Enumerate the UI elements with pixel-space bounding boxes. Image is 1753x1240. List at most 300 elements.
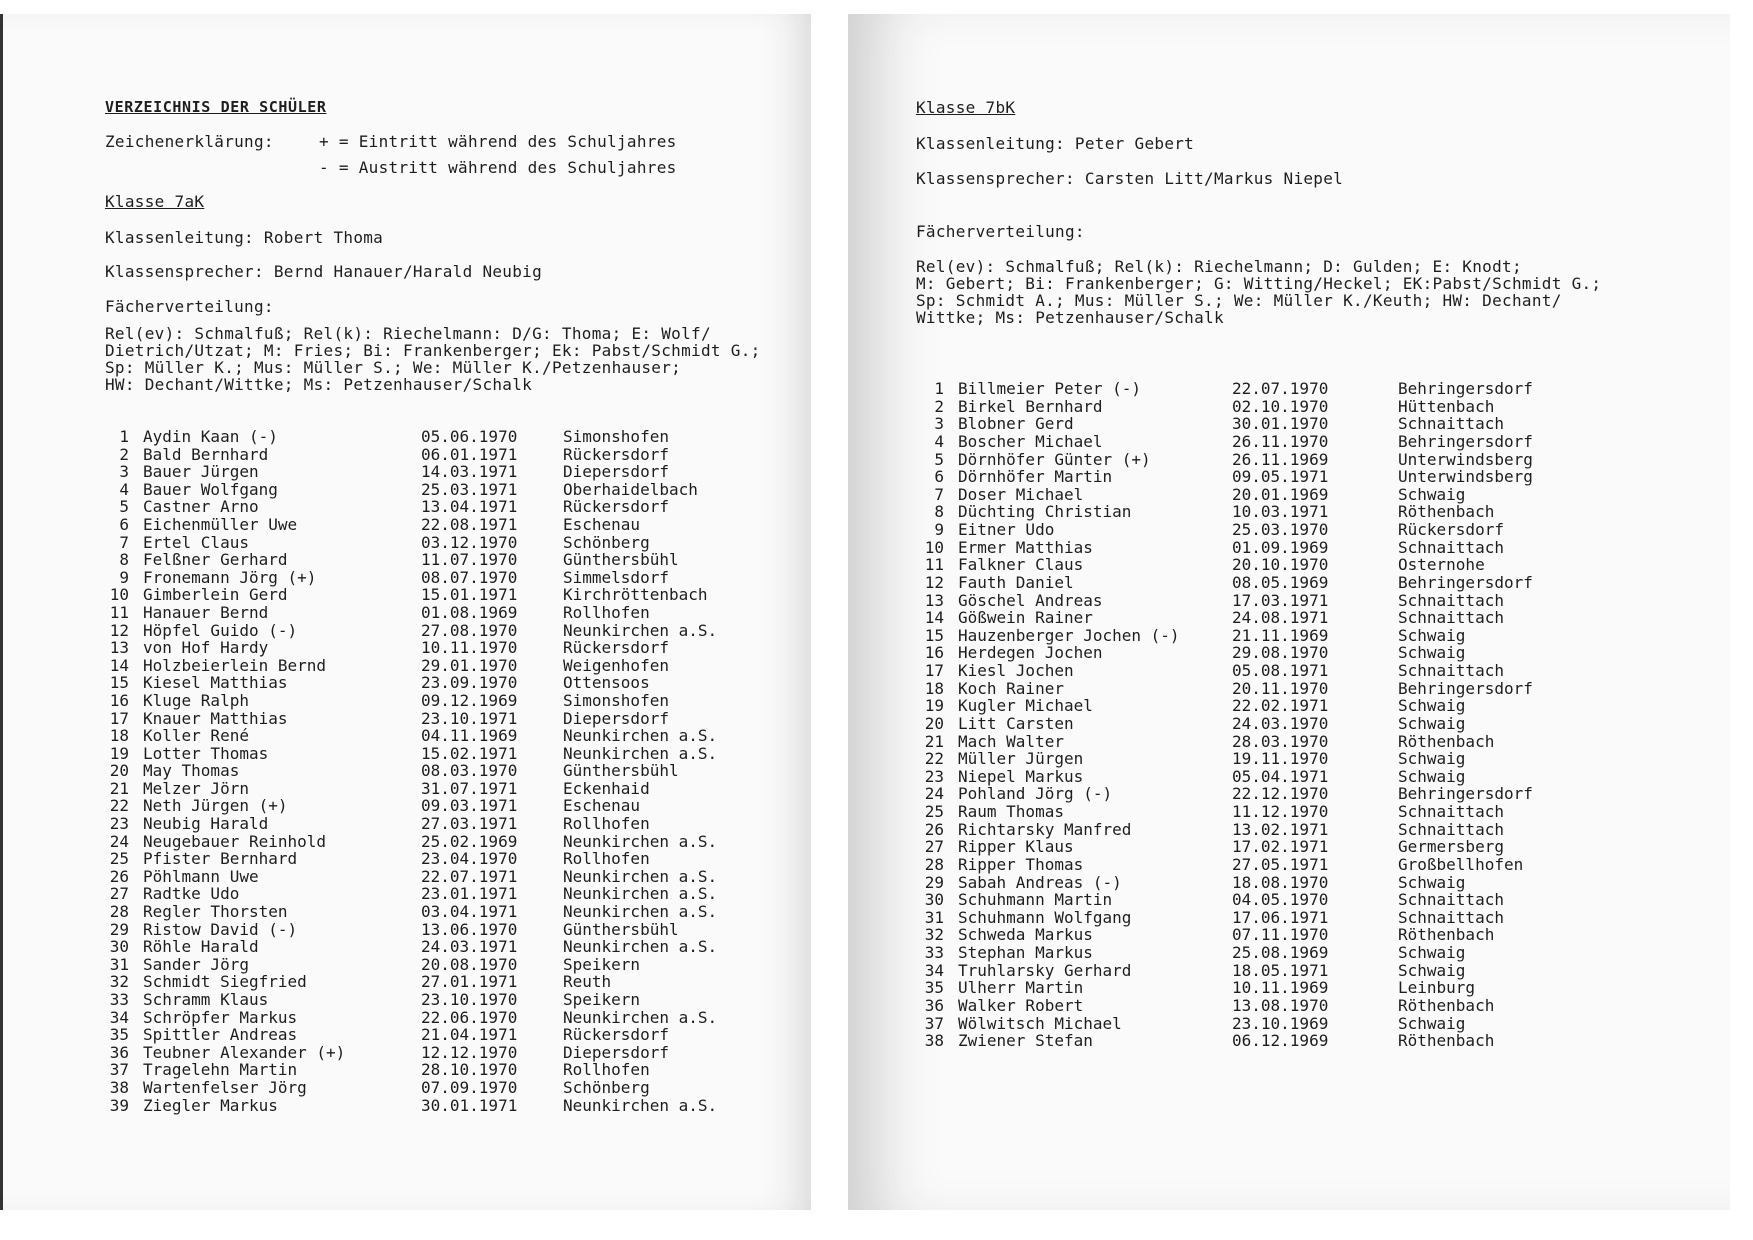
student-hometown: Rollhofen <box>563 602 650 622</box>
student-number: 11 <box>109 602 129 622</box>
student-hometown: Schwaig <box>1398 643 1466 663</box>
student-name: Pohland Jörg (-) <box>958 784 1113 804</box>
student-birthdate: 11.12.1970 <box>1232 802 1329 821</box>
student-number: 36 <box>109 1042 129 1062</box>
student-row <box>918 784 1718 802</box>
student-number: 12 <box>109 620 129 640</box>
student-number: 33 <box>924 943 944 962</box>
student-row <box>103 445 803 463</box>
student-name: Schröpfer Markus <box>143 1007 298 1027</box>
student-hometown: Diepersdorf <box>563 708 669 728</box>
student-row <box>103 744 803 762</box>
student-number: 14 <box>109 655 129 675</box>
student-birthdate: 27.05.1971 <box>1232 854 1329 874</box>
student-name: Röhle Harald <box>143 937 259 957</box>
student-hometown: Schnaittach <box>1398 890 1504 910</box>
student-hometown: Rollhofen <box>563 814 650 834</box>
student-row <box>918 890 1718 908</box>
student-birthdate: 10.11.1970 <box>421 638 518 658</box>
student-number: 13 <box>924 590 944 610</box>
student-hometown: Neunkirchen a.S. <box>563 831 718 851</box>
student-row <box>103 515 803 533</box>
student-name: Sabah Andreas (-) <box>958 872 1122 892</box>
student-birthdate: 26.11.1970 <box>1232 431 1329 451</box>
student-birthdate: 13.08.1970 <box>1232 995 1329 1015</box>
student-number: 39 <box>109 1095 129 1115</box>
student-number: 28 <box>924 854 944 874</box>
student-hometown: Schnaittach <box>1398 537 1504 557</box>
student-name: Hanauer Bernd <box>143 602 269 622</box>
subjects-label-7ak: Fächerverteilung: <box>105 297 274 316</box>
student-row <box>918 732 1718 750</box>
student-row <box>103 1043 803 1061</box>
student-number: 37 <box>109 1060 129 1080</box>
student-hometown: Speikern <box>563 990 641 1009</box>
student-hometown: Schnaittach <box>1398 907 1504 927</box>
student-row <box>918 643 1718 661</box>
student-hometown: Neunkirchen a.S. <box>563 866 718 886</box>
student-number: 19 <box>924 696 944 716</box>
student-name: Mach Walter <box>958 731 1064 751</box>
student-hometown: Diepersdorf <box>563 462 669 482</box>
student-row <box>918 873 1718 891</box>
student-name: Ermer Matthias <box>958 537 1093 557</box>
student-hometown: Neunkirchen a.S. <box>563 937 718 957</box>
student-hometown: Rückersdorf <box>1398 520 1504 539</box>
student-birthdate: 12.12.1970 <box>421 1042 518 1062</box>
student-hometown: Günthersbühl <box>563 919 679 939</box>
student-row <box>103 1060 803 1078</box>
student-number: 37 <box>924 1013 944 1033</box>
student-hometown: Behringersdorf <box>1398 678 1533 698</box>
student-row <box>103 1025 803 1043</box>
student-list-7bk <box>918 379 1718 1049</box>
student-number: 5 <box>934 449 944 469</box>
student-row <box>103 585 803 603</box>
student-row <box>103 1096 803 1114</box>
student-hometown: Behringersdorf <box>1398 431 1533 451</box>
student-row <box>103 568 803 586</box>
student-row <box>103 972 803 990</box>
student-hometown: Schwaig <box>1398 1013 1466 1033</box>
student-row <box>103 656 803 674</box>
student-birthdate: 09.03.1971 <box>421 796 518 816</box>
student-birthdate: 08.07.1970 <box>421 567 518 587</box>
student-row <box>918 591 1718 609</box>
student-birthdate: 25.02.1969 <box>421 831 518 851</box>
student-name: Aydin Kaan (-) <box>143 427 278 446</box>
student-name: Neubig Harald <box>143 814 269 834</box>
student-row <box>103 832 803 850</box>
student-birthdate: 30.01.1971 <box>421 1095 518 1115</box>
student-birthdate: 27.03.1971 <box>421 814 518 834</box>
student-number: 9 <box>119 567 129 587</box>
student-birthdate: 19.11.1970 <box>1232 749 1329 769</box>
student-row <box>918 397 1718 415</box>
student-name: Gimberlein Gerd <box>143 585 288 605</box>
student-name: Raum Thomas <box>958 802 1064 821</box>
student-number: 27 <box>924 837 944 857</box>
student-name: Schuhmann Wolfgang <box>958 907 1132 927</box>
student-birthdate: 22.08.1971 <box>421 514 518 534</box>
student-birthdate: 29.01.1970 <box>421 655 518 675</box>
student-name: Spittler Andreas <box>143 1025 298 1045</box>
student-birthdate: 01.09.1969 <box>1232 537 1329 557</box>
student-hometown: Ottensoos <box>563 673 650 693</box>
student-row <box>103 480 803 498</box>
student-name: Falkner Claus <box>958 555 1084 575</box>
student-hometown: Neunkirchen a.S. <box>563 620 718 640</box>
student-birthdate: 20.08.1970 <box>421 954 518 974</box>
student-row <box>918 996 1718 1014</box>
student-hometown: Osternohe <box>1398 555 1485 575</box>
student-row <box>918 1014 1718 1032</box>
student-name: Herdegen Jochen <box>958 643 1103 663</box>
student-name: Müller Jürgen <box>958 749 1084 769</box>
student-birthdate: 01.08.1969 <box>421 602 518 622</box>
student-row <box>103 691 803 709</box>
student-row <box>103 533 803 551</box>
student-number: 31 <box>924 907 944 927</box>
student-birthdate: 17.02.1971 <box>1232 837 1329 857</box>
student-name: Ziegler Markus <box>143 1095 278 1115</box>
student-row <box>103 849 803 867</box>
student-row <box>918 943 1718 961</box>
student-hometown: Schwaig <box>1398 625 1466 645</box>
student-birthdate: 23.10.1970 <box>421 990 518 1009</box>
student-hometown: Neunkirchen a.S. <box>563 1095 718 1115</box>
student-birthdate: 21.04.1971 <box>421 1025 518 1045</box>
student-birthdate: 29.08.1970 <box>1232 643 1329 663</box>
student-birthdate: 08.05.1969 <box>1232 572 1329 592</box>
student-number: 1 <box>934 379 944 398</box>
student-row <box>918 714 1718 732</box>
student-name: Kugler Michael <box>958 696 1093 716</box>
student-row <box>918 855 1718 873</box>
student-hometown: Simonshofen <box>563 690 669 710</box>
student-number: 11 <box>924 555 944 575</box>
student-birthdate: 23.10.1971 <box>421 708 518 728</box>
student-hometown: Unterwindsberg <box>1398 467 1533 487</box>
student-row <box>103 427 803 445</box>
student-birthdate: 14.03.1971 <box>421 462 518 482</box>
student-row <box>103 1078 803 1096</box>
student-hometown: Rollhofen <box>563 1060 650 1080</box>
student-number: 17 <box>924 661 944 680</box>
student-birthdate: 21.11.1969 <box>1232 625 1329 645</box>
subjects-line: HW: Dechant/Wittke; Ms: Petzenhauser/Schalk <box>105 375 533 394</box>
student-hometown: Neunkirchen a.S. <box>563 743 718 763</box>
student-birthdate: 10.03.1971 <box>1232 502 1329 522</box>
student-hometown: Oberhaidelbach <box>563 479 698 499</box>
student-row <box>918 978 1718 996</box>
subjects-line: Rel(ev): Schmalfuß; Rel(k): Riechelmann: D/G: Thoma; E: Wolf/ <box>105 324 711 343</box>
student-name: Dörnhöfer Günter (+) <box>958 449 1151 469</box>
student-birthdate: 04.05.1970 <box>1232 890 1329 910</box>
student-hometown: Röthenbach <box>1398 925 1495 945</box>
subjects-line: Sp: Müller K.; Mus: Müller S.; We: Müller K./Petzenhauser; <box>105 358 682 377</box>
student-birthdate: 27.01.1971 <box>421 972 518 992</box>
student-name: Bauer Jürgen <box>143 462 259 482</box>
student-number: 30 <box>109 937 129 957</box>
student-number: 1 <box>119 427 129 446</box>
student-number: 29 <box>109 919 129 939</box>
student-hometown: Eschenau <box>563 514 641 534</box>
student-name: Felßner Gerhard <box>143 550 288 570</box>
student-number: 12 <box>924 572 944 592</box>
class-title-7bk: Klasse 7bK <box>916 98 1016 117</box>
student-number: 10 <box>109 585 129 605</box>
student-birthdate: 10.11.1969 <box>1232 978 1329 998</box>
student-number: 33 <box>109 990 129 1009</box>
right-page <box>848 14 1730 1210</box>
student-hometown: Behringersdorf <box>1398 572 1533 592</box>
student-hometown: Günthersbühl <box>563 761 679 781</box>
student-birthdate: 20.01.1969 <box>1232 484 1329 504</box>
student-name: Dörnhöfer Martin <box>958 467 1113 487</box>
student-name: Kiesel Matthias <box>143 673 288 693</box>
student-row <box>103 550 803 568</box>
student-number: 32 <box>109 972 129 992</box>
student-name: Wartenfelser Jörg <box>143 1077 307 1097</box>
student-birthdate: 22.07.1971 <box>421 866 518 886</box>
student-number: 6 <box>119 514 129 534</box>
student-row <box>918 661 1718 679</box>
student-number: 36 <box>924 995 944 1015</box>
student-hometown: Schwaig <box>1398 943 1466 962</box>
student-number: 15 <box>109 673 129 693</box>
student-row <box>103 814 803 832</box>
student-birthdate: 23.01.1971 <box>421 884 518 904</box>
student-birthdate: 26.11.1969 <box>1232 449 1329 469</box>
student-hometown: Schwaig <box>1398 484 1466 504</box>
student-number: 14 <box>924 608 944 628</box>
student-hometown: Röthenbach <box>1398 1031 1495 1051</box>
left-page <box>0 14 811 1210</box>
document-heading: VERZEICHNIS DER SCHÜLER <box>105 98 327 116</box>
student-hometown: Röthenbach <box>1398 995 1495 1015</box>
student-number: 8 <box>119 550 129 570</box>
student-birthdate: 20.11.1970 <box>1232 678 1329 698</box>
student-name: Hauzenberger Jochen (-) <box>958 625 1180 645</box>
student-number: 21 <box>924 731 944 751</box>
student-birthdate: 22.12.1970 <box>1232 784 1329 804</box>
class-teacher-7bk: Klassenleitung: Peter Gebert <box>916 134 1195 153</box>
student-name: Boscher Michael <box>958 431 1103 451</box>
student-name: Fronemann Jörg (+) <box>143 567 317 587</box>
student-hometown: Behringersdorf <box>1398 784 1533 804</box>
student-birthdate: 07.09.1970 <box>421 1077 518 1097</box>
subjects-line: Rel(ev): Schmalfuß; Rel(k): Riechelmann; D: Gulden; E: Knodt; <box>916 257 1522 276</box>
student-birthdate: 05.06.1970 <box>421 427 518 446</box>
student-name: Ertel Claus <box>143 532 249 552</box>
student-number: 2 <box>934 396 944 416</box>
student-row <box>103 603 803 621</box>
student-birthdate: 13.06.1970 <box>421 919 518 939</box>
student-hometown: Rückersdorf <box>563 638 669 658</box>
student-name: Neugebauer Reinhold <box>143 831 327 851</box>
student-birthdate: 27.08.1970 <box>421 620 518 640</box>
student-number: 28 <box>109 902 129 922</box>
student-number: 4 <box>934 431 944 451</box>
student-row <box>918 520 1718 538</box>
student-hometown: Schwaig <box>1398 960 1466 980</box>
student-birthdate: 24.03.1970 <box>1232 713 1329 733</box>
student-birthdate: 23.04.1970 <box>421 849 518 869</box>
student-row <box>918 485 1718 503</box>
student-name: Ristow David (-) <box>143 919 298 939</box>
legend-minus: - = Austritt während des Schuljahres <box>319 158 677 177</box>
student-birthdate: 15.02.1971 <box>421 743 518 763</box>
student-name: Schweda Markus <box>958 925 1093 945</box>
student-name: Koller René <box>143 726 249 746</box>
student-name: Ripper Klaus <box>958 837 1074 857</box>
student-birthdate: 08.03.1970 <box>421 761 518 781</box>
student-number: 32 <box>924 925 944 945</box>
student-row <box>103 867 803 885</box>
student-number: 23 <box>109 814 129 834</box>
student-row <box>103 673 803 691</box>
student-hometown: Röthenbach <box>1398 502 1495 522</box>
student-name: Walker Robert <box>958 995 1084 1015</box>
student-number: 27 <box>109 884 129 904</box>
class-speakers-7ak: Klassensprecher: Bernd Hanauer/Harald Neubig <box>105 262 543 281</box>
student-name: Bald Bernhard <box>143 444 269 464</box>
student-birthdate: 22.06.1970 <box>421 1007 518 1027</box>
student-name: Niepel Markus <box>958 766 1084 786</box>
student-hometown: Diepersdorf <box>563 1042 669 1062</box>
student-row <box>918 802 1718 820</box>
student-name: Billmeier Peter (-) <box>958 379 1142 398</box>
student-row <box>103 955 803 973</box>
student-birthdate: 25.03.1970 <box>1232 520 1329 539</box>
student-birthdate: 30.01.1970 <box>1232 414 1329 434</box>
student-number: 24 <box>924 784 944 804</box>
student-name: Ripper Thomas <box>958 854 1084 874</box>
student-number: 13 <box>109 638 129 658</box>
student-row <box>103 796 803 814</box>
student-birthdate: 22.07.1970 <box>1232 379 1329 398</box>
student-row <box>918 767 1718 785</box>
student-birthdate: 03.12.1970 <box>421 532 518 552</box>
student-hometown: Schnaittach <box>1398 802 1504 821</box>
student-hometown: Schönberg <box>563 1077 650 1097</box>
student-number: 35 <box>109 1025 129 1045</box>
student-hometown: Schnaittach <box>1398 414 1504 434</box>
student-hometown: Reuth <box>563 972 612 992</box>
subjects-line: Dietrich/Utzat; M: Fries; Bi: Frankenberger; Ek: Pabst/Schmidt G.; <box>105 341 761 360</box>
student-hometown: Eschenau <box>563 796 641 816</box>
student-row <box>918 908 1718 926</box>
student-number: 25 <box>924 802 944 821</box>
student-hometown: Großbellhofen <box>1398 854 1524 874</box>
student-name: Knauer Matthias <box>143 708 288 728</box>
student-name: Regler Thorsten <box>143 902 288 922</box>
student-number: 3 <box>119 462 129 482</box>
student-name: Zwiener Stefan <box>958 1031 1093 1051</box>
student-birthdate: 25.03.1971 <box>421 479 518 499</box>
student-birthdate: 31.07.1971 <box>421 778 518 798</box>
student-name: von Hof Hardy <box>143 638 269 658</box>
student-birthdate: 20.10.1970 <box>1232 555 1329 575</box>
student-name: Stephan Markus <box>958 943 1093 962</box>
student-hometown: Schwaig <box>1398 749 1466 769</box>
student-name: Lotter Thomas <box>143 743 269 763</box>
class-teacher-7ak: Klassenleitung: Robert Thoma <box>105 228 384 247</box>
student-list-7ak <box>103 427 803 1113</box>
student-hometown: Schwaig <box>1398 872 1466 892</box>
student-name: Richtarsky Manfred <box>958 819 1132 839</box>
student-hometown: Behringersdorf <box>1398 379 1533 398</box>
student-birthdate: 22.02.1971 <box>1232 696 1329 716</box>
student-name: Melzer Jörn <box>143 778 249 798</box>
student-number: 25 <box>109 849 129 869</box>
student-row <box>918 820 1718 838</box>
student-number: 26 <box>109 866 129 886</box>
student-name: Litt Carsten <box>958 713 1074 733</box>
student-row <box>918 467 1718 485</box>
student-row <box>918 925 1718 943</box>
student-birthdate: 17.03.1971 <box>1232 590 1329 610</box>
student-name: Schuhmann Martin <box>958 890 1113 910</box>
student-name: Birkel Bernhard <box>958 396 1103 416</box>
student-name: Kluge Ralph <box>143 690 249 710</box>
student-row <box>918 502 1718 520</box>
student-number: 31 <box>109 954 129 974</box>
student-name: Ulherr Martin <box>958 978 1084 998</box>
student-birthdate: 07.11.1970 <box>1232 925 1329 945</box>
student-number: 21 <box>109 778 129 798</box>
student-number: 20 <box>109 761 129 781</box>
student-row <box>103 937 803 955</box>
student-name: Neth Jürgen (+) <box>143 796 288 816</box>
student-birthdate: 06.01.1971 <box>421 444 518 464</box>
student-row <box>918 432 1718 450</box>
student-number: 20 <box>924 713 944 733</box>
student-name: Gößwein Rainer <box>958 608 1093 628</box>
student-hometown: Schnaittach <box>1398 661 1504 680</box>
student-row <box>103 761 803 779</box>
student-birthdate: 05.04.1971 <box>1232 766 1329 786</box>
student-name: Göschel Andreas <box>958 590 1103 610</box>
student-row <box>103 1008 803 1026</box>
student-row <box>103 462 803 480</box>
student-number: 24 <box>109 831 129 851</box>
student-name: Holzbeierlein Bernd <box>143 655 327 675</box>
subjects-line: Sp: Schmidt A.; Mus: Müller S.; We: Müller K./Keuth; HW: Dechant/ <box>916 291 1562 310</box>
student-name: Kiesl Jochen <box>958 661 1074 680</box>
student-name: Doser Michael <box>958 484 1084 504</box>
student-number: 15 <box>924 625 944 645</box>
student-hometown: Schnaittach <box>1398 590 1504 610</box>
student-birthdate: 23.09.1970 <box>421 673 518 693</box>
student-hometown: Rollhofen <box>563 849 650 869</box>
student-hometown: Rückersdorf <box>563 497 669 517</box>
student-row <box>103 990 803 1008</box>
student-row <box>103 497 803 515</box>
student-number: 22 <box>924 749 944 769</box>
class-title-7ak: Klasse 7aK <box>105 192 205 211</box>
student-number: 38 <box>924 1031 944 1051</box>
student-row <box>918 555 1718 573</box>
student-number: 16 <box>109 690 129 710</box>
student-hometown: Kirchröttenbach <box>563 585 708 605</box>
student-name: Castner Arno <box>143 497 259 517</box>
student-name: Eitner Udo <box>958 520 1055 539</box>
student-number: 34 <box>109 1007 129 1027</box>
student-hometown: Simonshofen <box>563 427 669 446</box>
student-number: 5 <box>119 497 129 517</box>
